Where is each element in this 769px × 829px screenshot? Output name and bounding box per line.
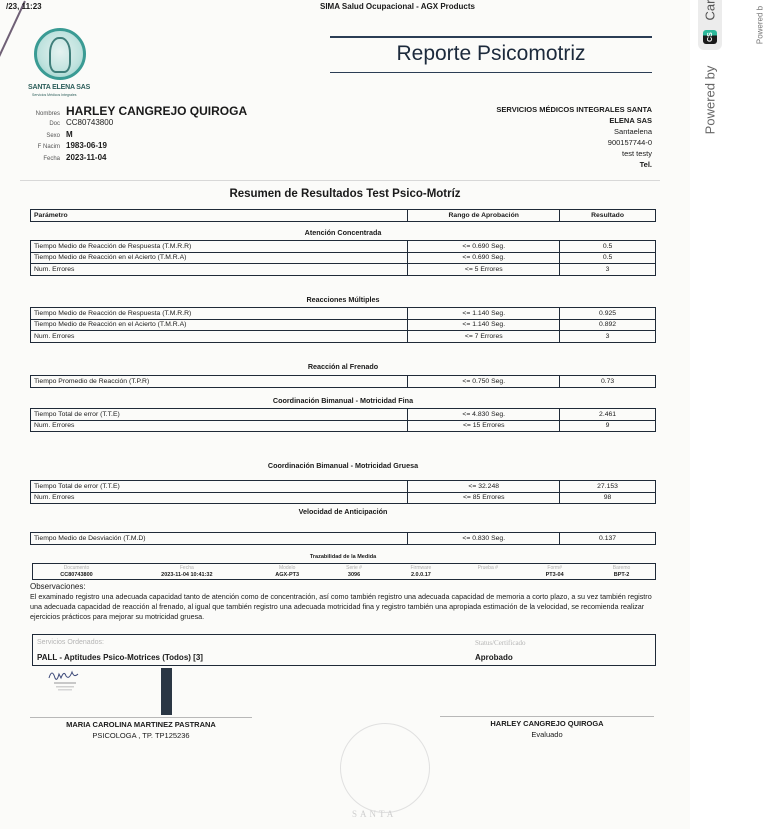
patient-info xyxy=(12,104,247,164)
table-header-row xyxy=(31,210,656,222)
traceability-cell: Prueba # xyxy=(477,565,498,571)
observations-heading: Observaciones: xyxy=(30,582,86,591)
status-badge: Aprobado xyxy=(475,653,513,662)
traceability-cell: Form# PT3-04 xyxy=(545,565,564,578)
signature-line-right xyxy=(440,716,654,717)
traceability-cell: Firmware 2.0.0.17 xyxy=(410,565,432,578)
traceability-cell: Serie # 3096 xyxy=(346,565,362,578)
patient-field-birthdate: F Nacim 1983-06-19 xyxy=(37,141,107,150)
table-row: Tiempo Total de error (T.T.E) <= 4.830 Seg. 2.461 xyxy=(31,409,656,421)
observations xyxy=(30,582,658,622)
patient-field-doc: Doc CC80743800 xyxy=(49,118,114,127)
results-table-anticipacion xyxy=(30,532,656,545)
traceability-cell: Documento CC80743800 xyxy=(60,565,93,578)
scanner-watermark-sidebar xyxy=(690,0,769,829)
patient-field-name: Nombres HARLEY CANGREJO QUIROGA xyxy=(35,104,248,118)
header-param: Parámetro xyxy=(31,210,408,222)
psychologist-name: MARIA CAROLINA MARTINEZ PASTRANA xyxy=(66,720,216,729)
summary-title: Resumen de Resultados Test Psico-Motríz xyxy=(229,188,461,200)
company-info xyxy=(420,104,652,170)
company-phone: Tel. xyxy=(639,160,652,169)
psychologist-role: PSICOLOGA , TP. TP125236 xyxy=(92,731,190,740)
results-table-motricidad-gruesa xyxy=(30,480,656,504)
brand-name-partial: Car xyxy=(702,0,718,21)
traceability-cell: Fecha 2023-11-04 10:41:32 xyxy=(161,565,213,578)
print-timestamp: /23, 11:23 xyxy=(6,2,42,11)
section-title: Reacciones Múltiples xyxy=(306,295,380,304)
title-rule-bottom xyxy=(330,72,652,74)
print-site-title: SIMA Salud Ocupacional - AGX Products xyxy=(320,2,475,11)
table-row: Tiempo Medio de Reacción en el Acierto (T.M.R.A) <= 1.140 Seg. 0.892 xyxy=(31,319,656,331)
results-table-motricidad-fina xyxy=(30,408,656,432)
table-row: Num. Errores <= 15 Errores 9 xyxy=(31,420,656,432)
table-row: Num. Errores <= 7 Errores 3 xyxy=(31,331,656,343)
logo-name: SANTA ELENA SAS xyxy=(28,84,91,91)
company-name-line2: ELENA SAS xyxy=(609,116,652,125)
camscanner-logo-icon: CS xyxy=(703,30,717,44)
print-header xyxy=(0,0,690,14)
services-ordered-label: Servicios Ordenados: xyxy=(37,639,104,646)
section-title: Atención Concentrada xyxy=(304,228,382,237)
section-title: Velocidad de Anticipación xyxy=(298,507,388,516)
section-title: Coordinación Bimanual - Motricidad Fina xyxy=(272,396,414,405)
traceability-cell: Baremo BPT-2 xyxy=(612,565,631,578)
table-row: Tiempo Medio de Desviación (T.M.D) <= 0.830 Seg. 0.137 xyxy=(31,533,656,545)
table-row: Num. Errores <= 5 Errores 3 xyxy=(31,264,656,276)
virgin-figure-icon xyxy=(34,28,86,80)
powered-by-label: Powered by xyxy=(702,65,718,135)
table-row: Tiempo Medio de Reacción de Respuesta (T.M.R.R) <= 1.140 Seg. 0.925 xyxy=(31,308,656,320)
traceability-cell: Modelo AGX-PT3 xyxy=(275,565,300,578)
patient-field-date: Fecha 2023-11-04 xyxy=(43,152,107,162)
services-box xyxy=(32,634,656,666)
observations-text: El examinado registro una adecuada capacidad tanto de atención como de concentración, así como también registro una adecuada capacidad de memoria a corto plazo, a su vez también registro una adecuada capacidad de reacción al frenado, al igual que también registro una adecuada motricidad fina y registro también una apropiada estimación de la velocidad, se recomienda realizar ejercicios prácticos para mejorar su motricidad gruesa. xyxy=(30,592,652,621)
results-table-atencion xyxy=(30,240,656,276)
table-row: Tiempo Medio de Reacción en el Acierto (T.M.R.A) <= 0.690 Seg. 0.5 xyxy=(31,252,656,264)
evaluated-role: Evaluado xyxy=(531,730,563,739)
logo-subtitle: Servicios Médicos Integrales xyxy=(32,93,77,97)
table-row: Tiempo Medio de Reacción de Respuesta (T.M.R.R) <= 0.690 Seg. 0.5 xyxy=(31,241,656,253)
results-table-frenado xyxy=(30,375,656,388)
company-name-line1: SERVICIOS MÉDICOS INTEGRALES SANTA xyxy=(496,105,652,114)
report-title-block xyxy=(330,36,652,73)
table-row: Num. Errores <= 85 Errores 98 xyxy=(31,492,656,504)
signature-line-left xyxy=(30,717,252,718)
stamp-text: SANTA xyxy=(352,809,397,819)
evaluated-name: HARLEY CANGREJO QUIROGA xyxy=(490,719,604,728)
traceability-title: Trazabilidad de la Medida xyxy=(309,554,377,560)
status-label: Status/Certificado xyxy=(475,639,526,647)
patient-field-sex: Sexo M xyxy=(46,129,73,139)
results-header-table xyxy=(30,209,656,222)
stamp-icon xyxy=(340,723,430,813)
table-row: Tiempo Total de error (T.T.E) <= 32.248 27.153 xyxy=(31,481,656,493)
signature-icon xyxy=(46,666,86,696)
company-city: Santaelena xyxy=(614,127,652,136)
report-title: Reporte Psicomotriz xyxy=(396,41,586,65)
section-title: Reacción al Frenado xyxy=(307,362,379,371)
divider xyxy=(20,180,660,181)
section-title: Coordinación Bimanual - Motricidad Gruesa xyxy=(267,461,419,470)
company-contact: test testy xyxy=(621,149,652,158)
results-table-reacciones xyxy=(30,307,656,343)
table-row: Tiempo Promedio de Reacción (T.P.R) <= 0.750 Seg. 0.73 xyxy=(31,376,656,388)
header-range: Rango de Aprobación xyxy=(408,210,560,222)
signature-marker xyxy=(161,668,172,715)
services-ordered-value: PALL - Aptitudes Psico-Motrices (Todos) [3] xyxy=(37,653,203,662)
powered-by-label-small: Powered b xyxy=(755,5,765,45)
company-nit: 900157744-0 xyxy=(607,138,652,147)
traceability-box xyxy=(32,563,656,580)
header-result: Resultado xyxy=(560,210,656,222)
